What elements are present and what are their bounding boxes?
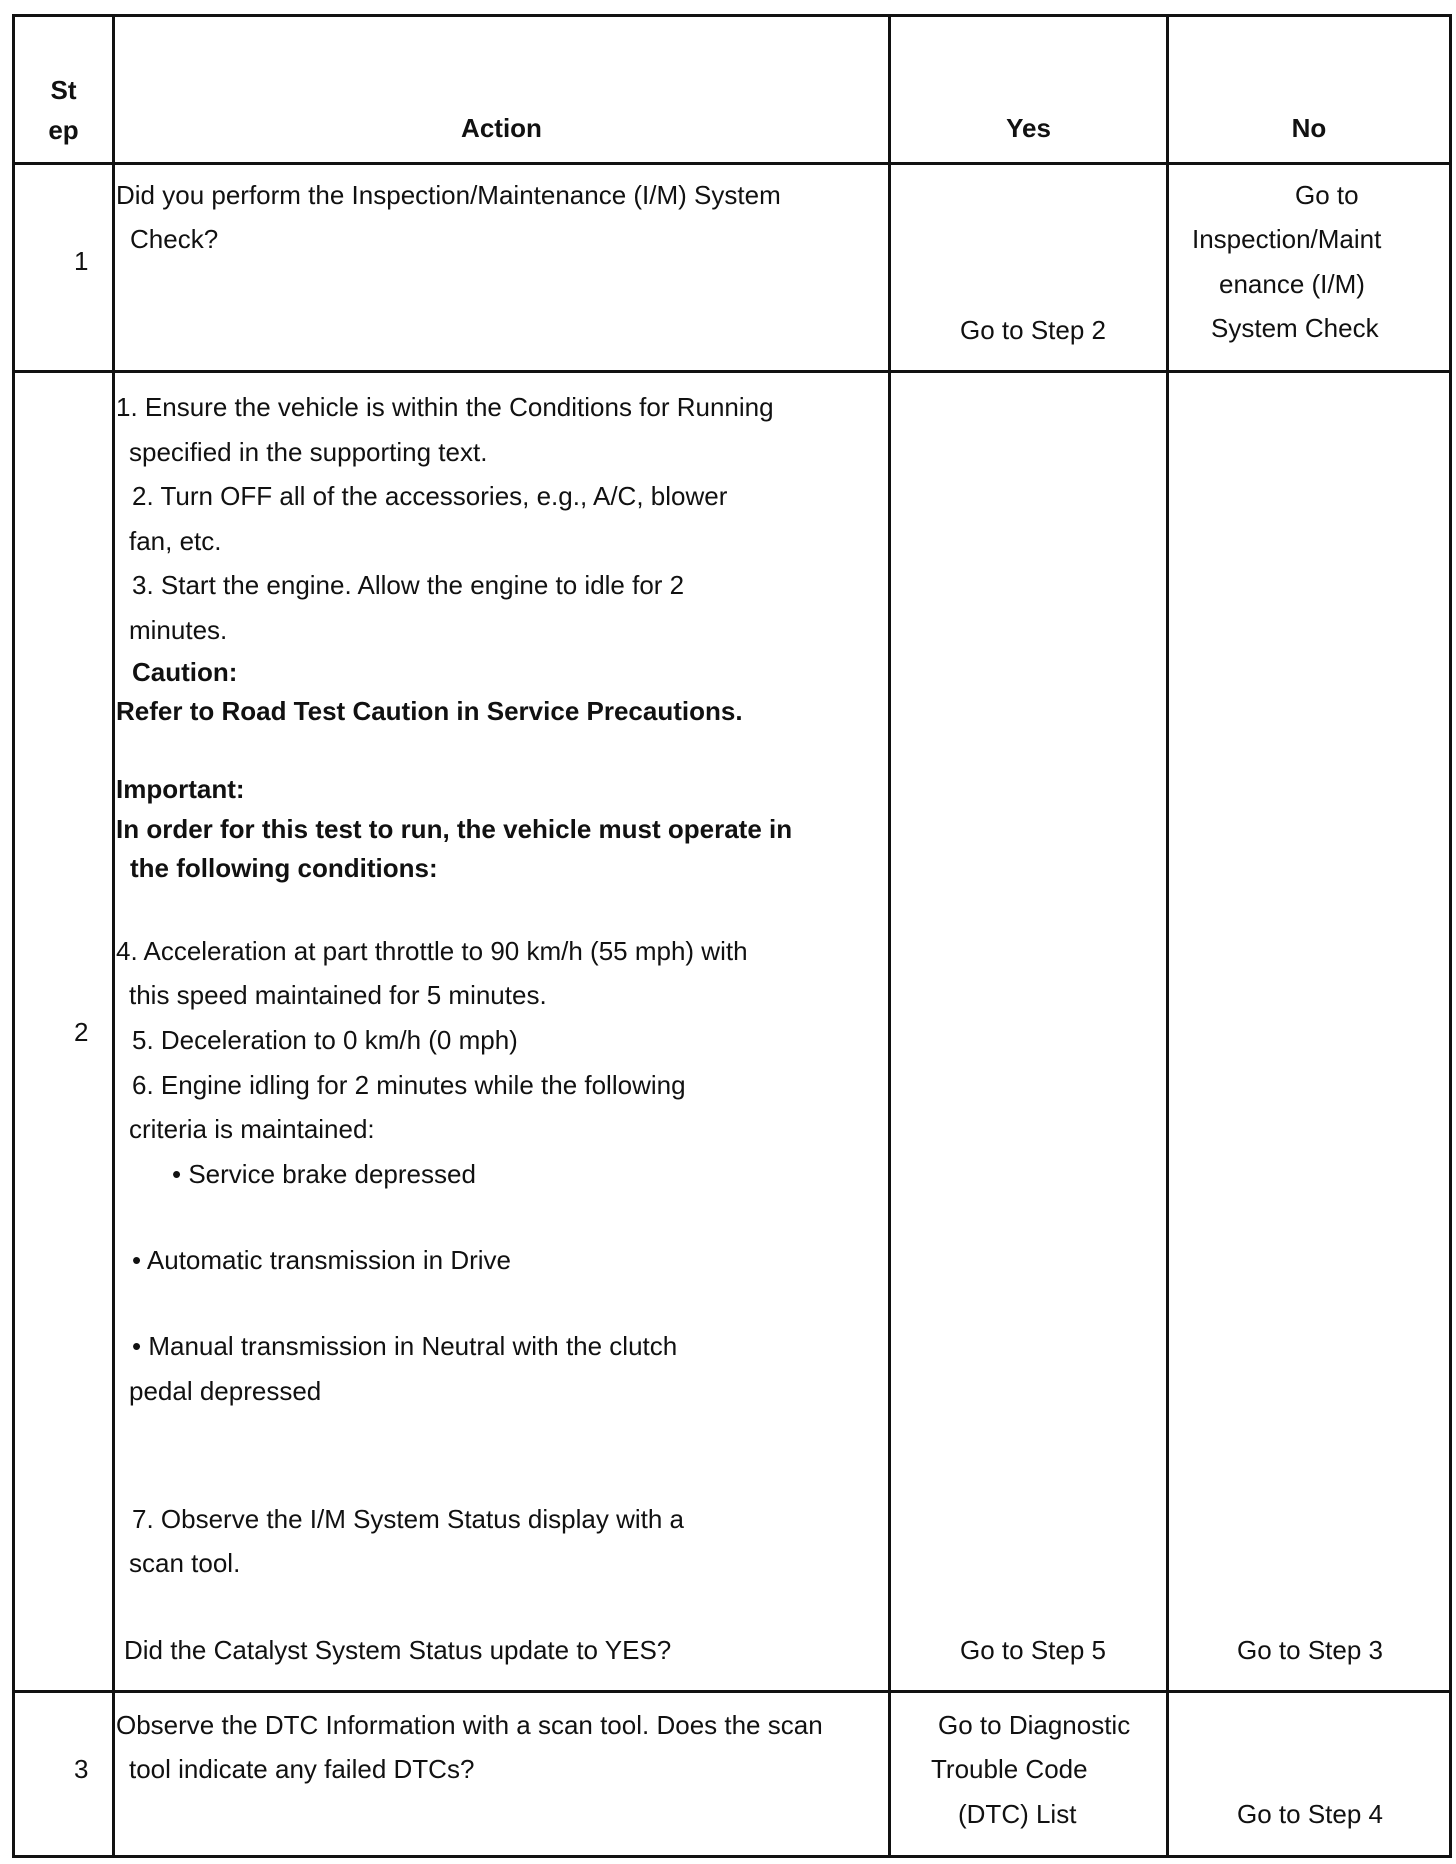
table-row [12,373,1452,1690]
table-border-bottom [12,1855,1452,1858]
bullet-item: • Manual transmission in Neutral with the clutch [132,1331,678,1361]
action-text: minutes. [129,615,228,645]
action-text: 5. Deceleration to 0 km/h (0 mph) [132,1025,518,1055]
action-text: Did you perform the Inspection/Maintenance (I/M) System [116,180,781,210]
step-number: 3 [74,1754,89,1784]
action-text: 7. Observe the I/M System Status display with a [132,1504,685,1534]
header-action: Action [461,113,542,143]
header-step [15,70,112,150]
bullet-item: • Automatic transmission in Drive [132,1245,512,1275]
action-text: 6. Engine idling for 2 minutes while the following [132,1070,686,1100]
action-text: criteria is maintained: [129,1114,375,1144]
important-text: In order for this test to run, the vehicle must operate in [116,814,793,844]
no-result: Inspection/Maint [1192,224,1382,254]
no-result: System Check [1211,313,1379,343]
bullet-item: • Service brake depressed [172,1159,476,1189]
diagnostic-table [12,14,1452,1858]
yes-result: Go to Diagnostic [938,1710,1131,1740]
table-row [12,165,1452,370]
table-row [12,1693,1452,1855]
action-question: Did the Catalyst System Status update to YES? [124,1635,672,1665]
table-border-top [12,14,1452,17]
step-number: 1 [74,246,89,276]
action-text: scan tool. [129,1548,241,1578]
step-number: 2 [74,1017,89,1047]
action-text: specified in the supporting text. [129,437,488,467]
no-result: enance (I/M) [1219,269,1365,299]
action-text: 1. Ensure the vehicle is within the Conditions for Running [116,392,774,422]
action-text: 4. Acceleration at part throttle to 90 km/h (55 mph) with [116,936,748,966]
action-text: Check? [130,224,219,254]
important-label: Important: [116,774,245,804]
action-text: 2. Turn OFF all of the accessories, e.g., A/C, blower [132,481,728,511]
no-result: Go to [1295,180,1359,210]
important-text: the following conditions: [130,853,438,883]
header-yes: Yes [1006,113,1051,143]
yes-result: Go to Step 2 [960,315,1106,345]
header-no: No [1291,113,1327,143]
action-text: fan, etc. [129,526,222,556]
action-text: Observe the DTC Information with a scan tool. Does the scan [116,1710,823,1740]
yes-result: Go to Step 5 [960,1635,1106,1665]
action-text: tool indicate any failed DTCs? [129,1754,475,1784]
action-text: this speed maintained for 5 minutes. [129,980,547,1010]
header-step-line1: St [50,75,77,105]
bullet-item: pedal depressed [129,1376,322,1406]
no-result: Go to Step 3 [1237,1635,1383,1665]
action-text: 3. Start the engine. Allow the engine to idle for 2 [132,570,685,600]
yes-result: Trouble Code [931,1754,1088,1784]
header-step-line2: ep [48,115,79,145]
yes-result: (DTC) List [958,1799,1077,1829]
caution-label: Caution: [132,657,238,687]
no-result: Go to Step 4 [1237,1799,1383,1829]
caution-text: Refer to Road Test Caution in Service Precautions. [116,696,743,726]
